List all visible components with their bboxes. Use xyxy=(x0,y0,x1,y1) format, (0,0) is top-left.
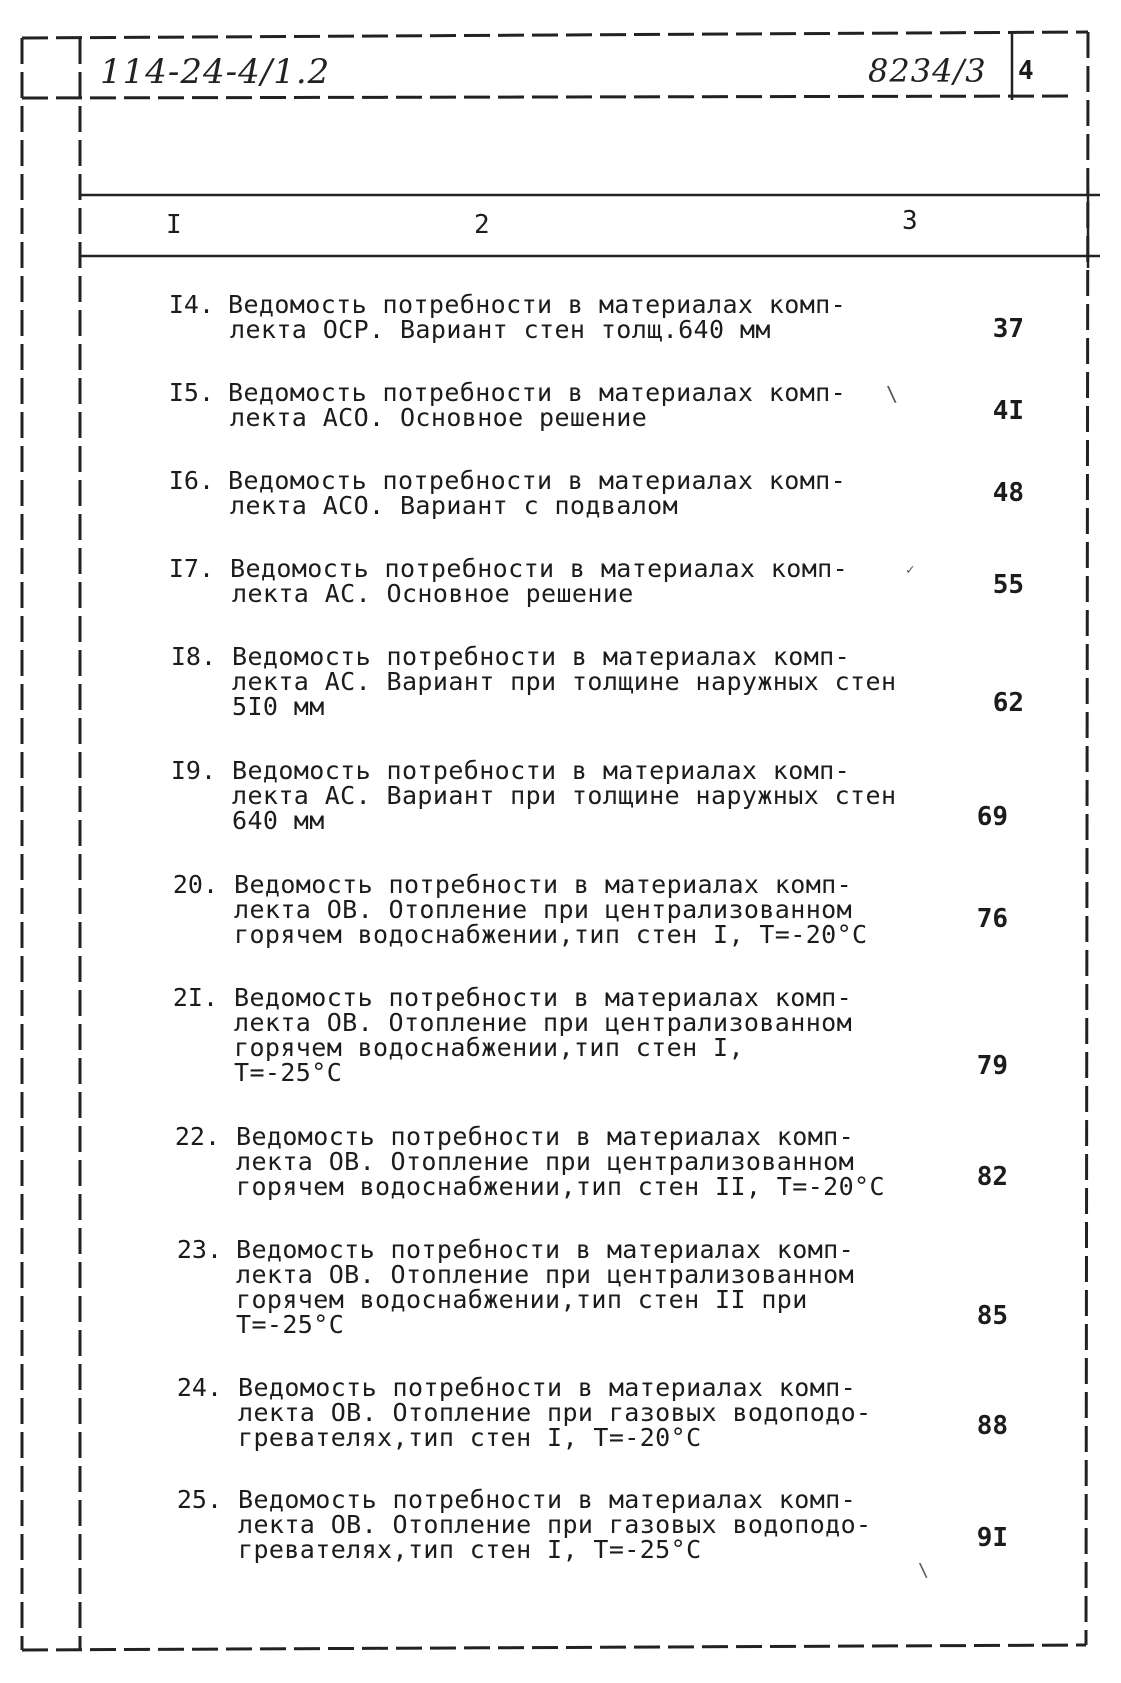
entry-line: лекта АСО. Основное решение xyxy=(230,403,648,432)
entry-page: 37 xyxy=(992,314,1024,344)
entry-line: Ведомость потребности в материалах комп- xyxy=(236,1235,855,1264)
entry-line: лекта ОВ. Отопление при газовых водоподо- xyxy=(238,1398,872,1427)
entry-line: Ведомость потребности в материалах комп- xyxy=(228,290,847,319)
entry-line: лекта АС. Вариант при толщине наружных стен xyxy=(232,667,897,696)
column-header-3: 3 xyxy=(902,206,918,236)
entry-page: 85 xyxy=(976,1301,1008,1331)
entry-page: 79 xyxy=(976,1051,1008,1081)
entry-line: 5I0 мм xyxy=(232,692,325,721)
column-header-2: 2 xyxy=(474,210,490,240)
entry-line: Т=-25°С xyxy=(236,1310,345,1339)
entry-page: 55 xyxy=(992,570,1024,600)
entry-line: лекта АСО. Вариант с подвалом xyxy=(230,491,679,520)
stroke-mark-icon: \ xyxy=(918,1560,929,1581)
entry-line: лекта ОВ. Отопление при централизованном xyxy=(236,1147,855,1176)
entry-line: Ведомость потребности в материалах комп- xyxy=(228,378,847,407)
entry-line: Ведомость потребности в материалах комп- xyxy=(238,1485,857,1514)
entry-number: I5. xyxy=(168,378,214,407)
entry-line: лекта ОВ. Отопление при централизованном xyxy=(234,1008,853,1037)
entry-line: горячем водоснабжении,тип стен I, Т=-20°С xyxy=(234,920,868,949)
entry-number: 25. xyxy=(176,1485,222,1514)
entry-line: гревателях,тип стен I, Т=-20°С xyxy=(238,1423,702,1452)
entry-line: лекта АС. Вариант при толщине наружных стен xyxy=(232,781,897,810)
entry-line: горячем водоснабжении,тип стен II, Т=-20°С xyxy=(236,1172,885,1201)
entry-line: лекта АС. Основное решение xyxy=(232,579,634,608)
entry-line: Ведомость потребности в материалах комп- xyxy=(232,642,851,671)
entry-number: 2I. xyxy=(172,983,218,1012)
entry-line: Ведомость потребности в материалах комп- xyxy=(234,870,853,899)
document-code: 114-24-4/1.2 xyxy=(100,52,331,92)
entry-line: горячем водоснабжении,тип стен II при xyxy=(236,1285,808,1314)
inventory-number: 8234/3 xyxy=(868,52,987,90)
entry-line: Ведомость потребности в материалах комп- xyxy=(238,1373,857,1402)
entry-number: 22. xyxy=(174,1122,220,1151)
entry-line: Ведомость потребности в материалах комп- xyxy=(230,554,849,583)
tick-mark-icon: ✓ xyxy=(906,562,915,578)
entry-line: Ведомость потребности в материалах комп- xyxy=(232,756,851,785)
check-mark-icon: \ xyxy=(886,382,899,406)
entry-line: лекта ОВ. Отопление при газовых водоподо- xyxy=(238,1510,872,1539)
entry-line: лекта ОВ. Отопление при централизованном xyxy=(234,895,853,924)
entry-page: 9I xyxy=(976,1523,1008,1553)
entry-number: I6. xyxy=(168,466,214,495)
entry-line: гревателях,тип стен I, Т=-25°С xyxy=(238,1535,702,1564)
entry-page: 88 xyxy=(976,1411,1008,1441)
entry-line: Ведомость потребности в материалах комп- xyxy=(228,466,847,495)
entry-line: горячем водоснабжении,тип стен I, xyxy=(234,1033,744,1062)
entry-number: I4. xyxy=(168,290,214,319)
entry-page: 48 xyxy=(992,478,1024,508)
entry-line: Т=-25°С xyxy=(234,1058,343,1087)
entry-line: лекта ОВ. Отопление при централизованном xyxy=(236,1260,855,1289)
entry-line: Ведомость потребности в материалах комп- xyxy=(236,1122,855,1151)
entry-number: I8. xyxy=(170,642,216,671)
sheet-number: 4 xyxy=(1018,56,1034,86)
column-header-1: I xyxy=(166,210,182,240)
entry-line: 640 мм xyxy=(232,806,325,835)
entry-page: 82 xyxy=(976,1162,1008,1192)
entry-number: 24. xyxy=(176,1373,222,1402)
entry-line: лекта ОСР. Вариант стен толщ.640 мм xyxy=(230,315,771,344)
entry-page: 4I xyxy=(992,396,1024,426)
entry-page: 76 xyxy=(976,904,1008,934)
entry-number: I9. xyxy=(170,756,216,785)
entry-number: 23. xyxy=(176,1235,222,1264)
entry-line: Ведомость потребности в материалах комп- xyxy=(234,983,853,1012)
entry-number: 20. xyxy=(172,870,218,899)
entry-page: 62 xyxy=(992,688,1024,718)
entry-number: I7. xyxy=(168,554,214,583)
entry-page: 69 xyxy=(976,802,1008,832)
